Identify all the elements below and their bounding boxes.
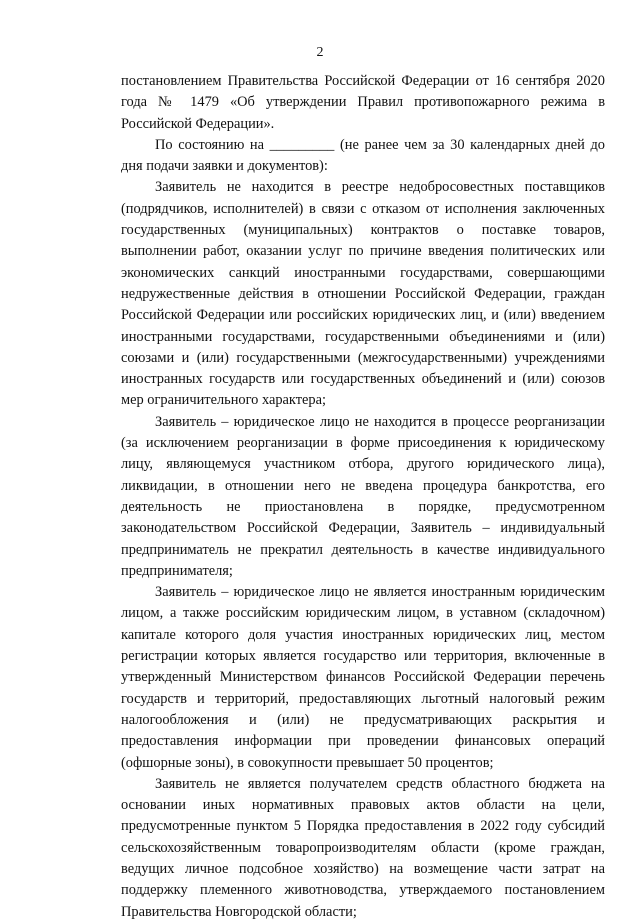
paragraph-foreign-entity: Заявитель – юридическое лицо не является иностранным юридическим лицом, а также российским юридическим лицом, в уставном (складочном) капитале которого доля участия иностранных юридических лиц, местом регистрации которых является государство или территория, включенные в утвержденный Министерством финансов Российской Федерации перечень государств и территорий, предоставляющих льготный налоговый режим налогообложения и (или) не предусматривающих раскрытия и предоставления информации при проведении финансовых операций (офшорные зоны), в совокупности превышает 50 процентов; xyxy=(121,584,605,771)
paragraph-budget-recipient: Заявитель не является получателем средств областного бюджета на основании иных нормативных правовых актов области на цели, предусмотренные пунктом 5 Порядка предоставления в 2022 году субсидий сельскохозяйственным товаропроизводителям области (кроме граждан, ведущих личное подсобное хозяйство) на возмещение части затрат на поддержку племенного животноводства, утверждаемого постановлением Правительства Новгородской области; xyxy=(121,775,605,920)
paragraph-unscrupulous-suppliers: Заявитель не находится в реестре недобросовестных поставщиков (подрядчиков, исполнителей) в связи с отказом от исполнения заключенных государственных (муниципальных) контрактов о поставке товаров, выполнении работ, оказании услуг по причине введения политических или экономических санкций иностранными государствами, совершающими недружественные действия в отношении Российской Федерации, граждан Российской Федерации или российских юридических лиц, и (или) введением иностранными государствами, государственными объединениями и (или) союзами и (или) государственными (межгосударственными) учреждениями иностранных государств или государственных объединений и (или) союзов мер ограничительного характера; xyxy=(121,179,605,409)
paragraph-continuation: постановлением Правительства Российской Федерации от 16 сентября 2020 года № 1479 «Об утверждении Правил противопожарного режима в Российской Федерации». xyxy=(121,73,605,132)
paragraph-reorganization: Заявитель – юридическое лицо не находится в процессе реорганизации (за исключением реорганизации в форме присоединения к юридическому лицу, являющемуся участником отбора, другого юридического лица), ликвидации, в отношении него не введена процедура банкротства, его деятельность не приостановлена в порядке, предусмотренном законодательством Российской Федерации, Заявитель – индивидуальный предприниматель не прекратил деятельность в качестве индивидуального предпринимателя; xyxy=(121,413,605,579)
document-body xyxy=(121,71,605,923)
paragraph-status-date: По состоянию на _________ (не ранее чем за 30 календарных дней до дня подачи заявки и документов): xyxy=(121,136,605,175)
page-number: 2 xyxy=(316,45,324,60)
